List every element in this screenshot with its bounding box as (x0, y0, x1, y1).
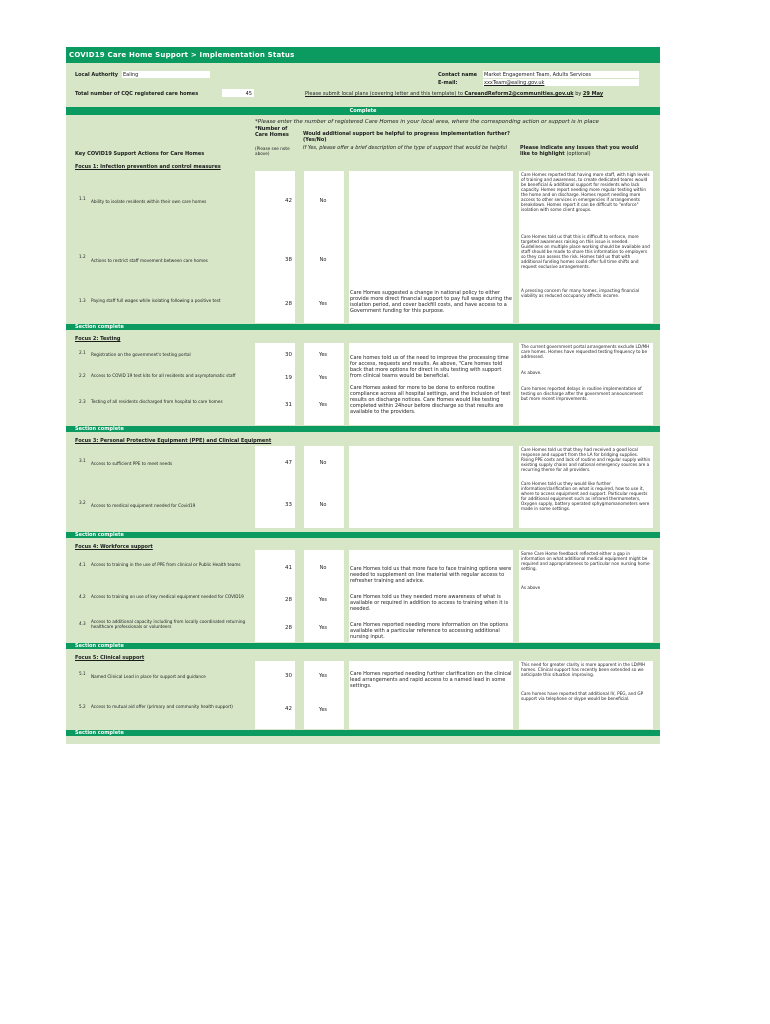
row-ref: 4.1 (79, 562, 86, 567)
email-value[interactable]: xxxTeam@ealing.gov.uk (484, 80, 545, 86)
page-title: COVID19 Care Home Support > Implementation Status (66, 47, 660, 63)
row-number[interactable]: 42 (285, 198, 292, 204)
section-complete-bar-5 (66, 730, 660, 736)
row-action: Registration on the government's testing portal (91, 352, 191, 357)
row-support[interactable]: Care Homes reported needing further clarification on the clinical lead arrangements and rapid access to a named lead in some settings. (350, 671, 512, 689)
row-yn[interactable]: No (319, 502, 327, 508)
row-ref: 5.2 (79, 704, 86, 709)
row-number[interactable]: 30 (285, 352, 292, 358)
section-complete-3: Section complete (75, 532, 124, 538)
row-ref: 2.1 (79, 350, 86, 355)
row-issues[interactable]: Some Care Home feedback reflected either a gap in information on what additional medical equipment might be required and appropriateness to particular non nursing home setting. (521, 551, 650, 571)
col-issues-header (520, 145, 650, 157)
row-yn[interactable]: Yes (318, 301, 328, 307)
row-ref: 4.3 (79, 621, 86, 626)
row-number[interactable]: 41 (285, 565, 292, 571)
row-support[interactable]: Care Homes reported needing more information on the options available with a particular reference to accessing additional nursing input. (350, 622, 509, 640)
row-issues[interactable]: Care homes reported delays in routine implementation of testing on discharge after the government announcement but more recent improvements. (521, 386, 644, 401)
row-number[interactable]: 42 (285, 706, 292, 712)
section-complete-2: Section complete (75, 426, 124, 432)
row-action: Ability to isolate residents within their own care homes (91, 199, 207, 204)
row-action: Actions to restrict staff movement between care homes (91, 258, 208, 263)
col-number-header: *Number of Care Homes (255, 126, 289, 138)
section-title-1: Focus 1: Infection prevention and control measures (75, 164, 221, 170)
section-title-4: Focus 4: Workforce support (75, 544, 153, 550)
contact-name-value: Market Engagement Team, Adults Services (484, 72, 591, 78)
row-ref: 2.2 (79, 373, 86, 378)
row-ref: 1.1 (79, 196, 86, 201)
row-yn[interactable]: Yes (318, 625, 328, 631)
row-issues[interactable]: The current government portal arrangements exclude LD/MH care homes. Homes have requested testing frequency to be addressed. (521, 344, 650, 359)
row-issues[interactable]: Care Homes reported that having more staff, with high levels of training and awareness, to create dedicated teams would be beneficial & additional support for residents who lack capacity. Homes report needing more regular testing within the home and on discharge. Homes report needing more access to other services in emergencies if arrangements breakdown. Homes report it can be difficult to "enforce" isolation with some client groups. (521, 172, 650, 212)
support-column-3 (349, 446, 513, 528)
row-yn[interactable]: No (319, 460, 327, 466)
row-action: Paying staff full wages while isolating following a positive test (91, 298, 221, 303)
instruction-text: *Please enter the number of registered Care Homes in your local area, where the corresponding action or support is in place (255, 119, 599, 125)
row-support[interactable]: Care Homes told us that more face to face training options were needed to supplement on line material with regular access to refresher training and advice. (350, 566, 512, 584)
row-support[interactable]: Care Homes told us they needed more awareness of what is available or required in addition to access to training when it is needed. (350, 594, 509, 612)
row-number[interactable]: 47 (285, 460, 292, 466)
submit-instructions (305, 91, 603, 97)
section-title-2: Focus 2: Testing (75, 336, 121, 342)
complete-bar: Complete (66, 107, 660, 115)
row-yn[interactable]: Yes (318, 597, 328, 603)
submit-by: by (573, 91, 583, 97)
row-yn[interactable]: Yes (318, 707, 328, 713)
submit-date: 29 May (582, 91, 604, 97)
row-yn[interactable]: Yes (318, 375, 328, 381)
section-title-5: Focus 5: Clinical support (75, 655, 145, 661)
row-ref: 3.1 (79, 458, 86, 463)
cqc-value: 45 (245, 91, 252, 97)
row-action: Access to COVID 19 test kits for all residents and asymptomatic staff (91, 373, 236, 378)
row-action: Access to training in the use of PPE from clinical or Public Health teams (91, 562, 241, 567)
row-number[interactable]: 38 (285, 257, 292, 263)
section-complete-bar-3 (66, 532, 660, 538)
row-yn[interactable]: No (319, 198, 327, 204)
row-yn[interactable]: Yes (318, 352, 328, 358)
row-issues[interactable]: Care homes have reported that additional IV, PEG, and GP support via telephone or skype would be beneficial. (521, 691, 644, 701)
row-action: Access to medical equipment needed for Covid19 (91, 503, 196, 508)
row-action: Named Clinical Lead in place for support and guidance (91, 674, 206, 679)
number-column-3 (255, 446, 295, 528)
row-issues[interactable]: Care Homes told us that this is difficult to enforce, more targeted awareness raising on this issue is needed. Guidelines on multiple place working should be available and staff should be made to share this information to employers so they can assess the risk. Homes told us that with additional funding homes could offer full time shifts and request exclusive arrangements. (521, 234, 650, 269)
row-number[interactable]: 28 (285, 597, 292, 603)
submit-text: Please submit local plans (covering letter and this template) to (305, 91, 465, 97)
section-complete-bar-1 (66, 324, 660, 330)
row-support[interactable]: Care Homes asked for more to be done to enforce routine compliance across all hospital settings, and the inclusion of test results on discharge notices. Care Homes would like testing completed within 24hour before discharge so that results are available to the providers. (350, 385, 511, 415)
row-support[interactable]: Care homes told us of the need to improve the processing time for access, requests and results. As above, "Care homes told back that more options for direct in situ testing with support from clinical teams would be beneficial. (350, 355, 509, 379)
yn-column-3 (304, 446, 344, 528)
row-action: Access to training on use of key medical equipment needed for COVID19 (91, 594, 244, 599)
row-issues[interactable]: A pressing concern for many homes, impacting financial viability as reduced occupancy affects income. (521, 288, 640, 298)
section-complete-1: Section complete (75, 324, 124, 330)
row-action: Testing of all residents discharged from hospital to care homes (91, 399, 223, 404)
row-number[interactable]: 31 (285, 402, 292, 408)
col-issues-note: (optional) (566, 151, 591, 157)
row-ref: 5.1 (79, 671, 86, 676)
row-number[interactable]: 19 (285, 375, 292, 381)
row-ref: 2.3 (79, 399, 86, 404)
row-issues[interactable]: Care Homes told us they would like further information/clarification on what is required, how to use it, where to access equipment and support. Particular requests for additional equipment such as infrared thermometers, Oxygen supply, battery operated sphygmomanometers were made in some settings. (521, 481, 650, 511)
row-number[interactable]: 28 (285, 301, 292, 307)
section-title-3: Focus 3: Personal Protective Equipment (PPE) and Clinical Equipment (75, 438, 272, 444)
row-issues[interactable]: Care Homes told us that they had received a good local response and support from the LA for bridging supplies. Rising PPE costs and lack of routine and regular supply within existing supply chains and national emergency sources are a recurring theme for all providers. (521, 447, 651, 472)
row-issues[interactable]: As above. (521, 370, 542, 375)
row-yn[interactable]: Yes (318, 673, 328, 679)
contact-name-label: Contact name (438, 72, 478, 78)
row-ref: 1.3 (79, 298, 86, 303)
col-issues-title: Please indicate any issues that you would like to highlight (520, 145, 639, 157)
submit-email[interactable]: CareandReform2@communities.gov.uk (464, 91, 574, 97)
yn-column-5 (304, 661, 344, 729)
col-support-note: If Yes, please offer a brief description of the type of support that would be helpful (303, 145, 507, 151)
col-actions-header: Key COVID19 Support Actions for Care Homes (75, 151, 205, 157)
section-complete-bar-4 (66, 643, 660, 649)
row-number[interactable]: 28 (285, 625, 292, 631)
section-complete-4: Section complete (75, 643, 124, 649)
row-action: Access to additional capacity including from locally coordinated returning healthcare professionals or volunteers (91, 619, 246, 629)
local-authority-value: Ealing (123, 72, 139, 78)
row-ref: 4.2 (79, 594, 86, 599)
row-ref: 3.2 (79, 500, 86, 505)
row-issues[interactable]: This need for greater clarity is more apparent in the LD/MH homes. Clinical support has recently been extended so we anticipate this situation improving. (521, 662, 646, 677)
email-label: E-mail: (438, 80, 458, 86)
row-number[interactable]: 33 (285, 502, 292, 508)
col-number-note: (Please see note above) (255, 146, 290, 156)
section-complete-5: Section complete (75, 730, 124, 736)
col-support-header: Would additional support be helpful to progress implementation further? (Yes/No) (303, 131, 510, 143)
row-action: Access to mutual aid offer (primary and community health support) (91, 704, 233, 709)
section-complete-bar-2 (66, 426, 660, 432)
row-ref: 1.2 (79, 254, 86, 259)
row-number[interactable]: 30 (285, 673, 292, 679)
row-yn[interactable]: No (319, 257, 327, 263)
row-issues[interactable]: As above (521, 585, 541, 590)
number-column-5 (255, 661, 295, 729)
row-action: Access to sufficient PPE to meet needs (91, 461, 173, 466)
row-yn[interactable]: Yes (318, 402, 328, 408)
local-authority-label: Local Authority (75, 72, 119, 78)
row-yn[interactable]: No (319, 565, 327, 571)
row-support[interactable]: Care Homes suggested a change in national policy to either provide more direct financial support to pay full wage during the isolation period, and cover backfill costs, and have access to a Government funding for this purpose. (350, 290, 512, 314)
cqc-label: Total number of CQC registered care homes (75, 91, 199, 97)
